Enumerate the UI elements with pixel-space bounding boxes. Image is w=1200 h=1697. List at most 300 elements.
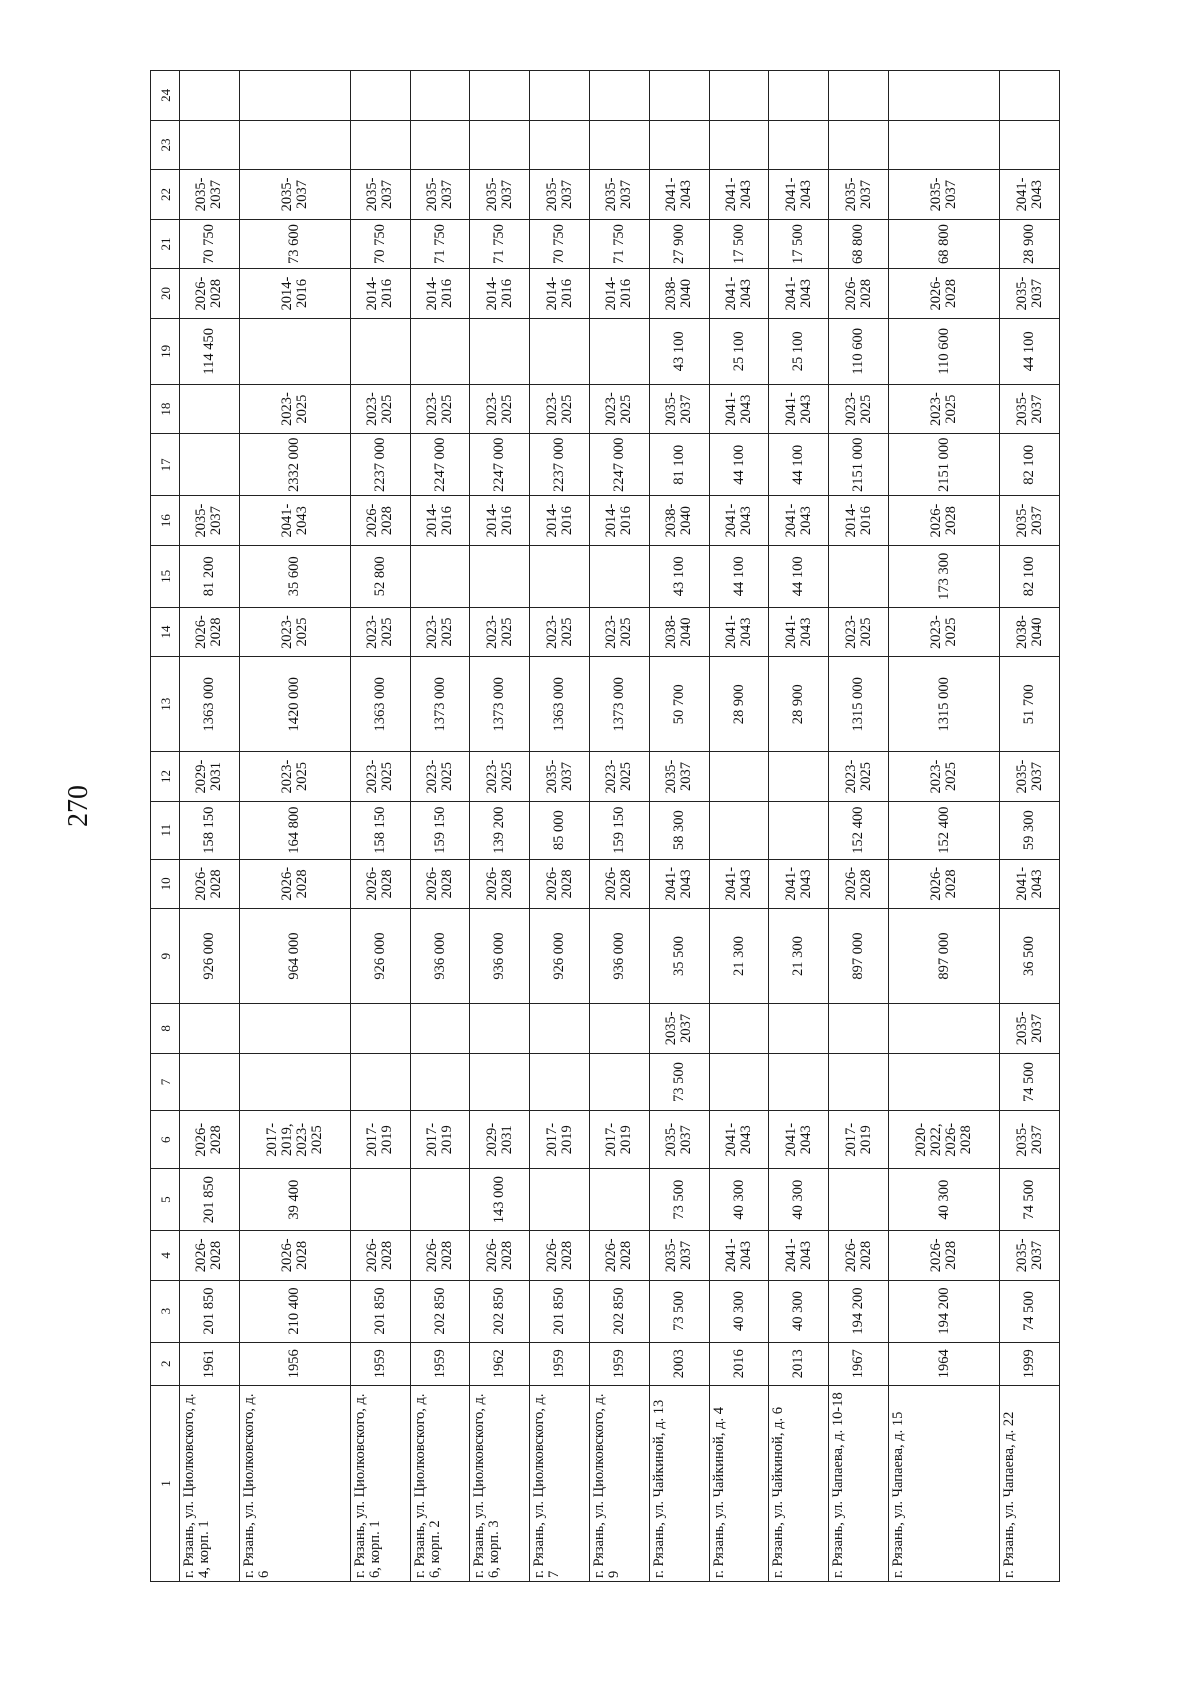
table-cell: 25 100 (709, 318, 769, 384)
table-cell: 936 000 (410, 909, 470, 1004)
table-cell (530, 318, 590, 384)
table-cell (410, 318, 470, 384)
table-cell: 2014-2016 (530, 269, 590, 319)
table-cell: 2014-2016 (239, 269, 350, 319)
table-cell: 2014-2016 (470, 496, 530, 546)
table-cell: 2023-2025 (889, 752, 1000, 802)
table-cell: 81 100 (649, 434, 709, 496)
table-cell (530, 545, 590, 607)
table-cell (470, 545, 530, 607)
table-cell: 1363 000 (180, 657, 240, 752)
table-row (769, 71, 829, 1582)
table-cell: 2014-2016 (590, 269, 650, 319)
table-cell (410, 71, 470, 121)
column-header-7: 7 (151, 1053, 180, 1111)
table-cell (590, 71, 650, 121)
table-cell: 71 750 (590, 219, 650, 269)
table-cell: 2035-2037 (530, 752, 590, 802)
table-cell (829, 1053, 889, 1111)
table-cell (180, 1004, 240, 1054)
table-cell (410, 120, 470, 170)
column-header-9: 9 (151, 909, 180, 1004)
table-cell: 2017-2019 (410, 1111, 470, 1169)
table-cell: 2026-2028 (590, 1231, 650, 1281)
table-cell: 2003 (649, 1342, 709, 1385)
table-cell (410, 1004, 470, 1054)
table-cell (590, 120, 650, 170)
table-cell (350, 1053, 410, 1111)
table-cell: 2014-2016 (530, 496, 590, 546)
table-cell: 81 200 (180, 545, 240, 607)
table-row (1000, 71, 1060, 1582)
table-cell: 2035-2037 (350, 170, 410, 220)
column-header-21: 21 (151, 219, 180, 269)
table-cell: 2023-2025 (889, 607, 1000, 657)
table-cell: 2014-2016 (410, 269, 470, 319)
table-cell: 2151 000 (829, 434, 889, 496)
column-header-11: 11 (151, 801, 180, 859)
table-cell (470, 318, 530, 384)
table-cell (769, 752, 829, 802)
table-cell: 1959 (350, 1342, 410, 1385)
table-cell (180, 120, 240, 170)
table-cell: 73 500 (649, 1169, 709, 1231)
table-row (410, 71, 470, 1582)
table-cell: 2035-2037 (1000, 269, 1060, 319)
table-cell: 897 000 (889, 909, 1000, 1004)
column-header-16: 16 (151, 496, 180, 546)
table-cell (530, 120, 590, 170)
address-cell: г. Рязань, ул. Циолковского, д. 6, корп. 1 (350, 1385, 410, 1581)
table-cell: 17 500 (769, 219, 829, 269)
table-cell: 2035-2037 (649, 1111, 709, 1169)
table-cell (709, 120, 769, 170)
table-cell (590, 318, 650, 384)
table-cell (180, 384, 240, 434)
table-cell (239, 318, 350, 384)
table-cell: 44 100 (769, 434, 829, 496)
table-row (709, 71, 769, 1582)
table-cell: 2026-2028 (829, 859, 889, 909)
table-cell: 58 300 (649, 801, 709, 859)
table-cell: 1961 (180, 1342, 240, 1385)
table-cell: 2035-2037 (649, 752, 709, 802)
table-cell: 2035-2037 (410, 170, 470, 220)
table-cell (769, 120, 829, 170)
table-cell: 44 100 (769, 545, 829, 607)
table-cell: 71 750 (470, 219, 530, 269)
table-cell: 2017-2019 (350, 1111, 410, 1169)
table-row (470, 71, 530, 1582)
table-cell: 2026-2028 (470, 1231, 530, 1281)
table-cell (180, 434, 240, 496)
table-cell (889, 120, 1000, 170)
table-cell: 2029-2031 (470, 1111, 530, 1169)
table-cell: 74 500 (1000, 1053, 1060, 1111)
table-cell: 158 150 (180, 801, 240, 859)
table-cell: 2041-2043 (709, 496, 769, 546)
table-cell: 1363 000 (350, 657, 410, 752)
table-cell: 1967 (829, 1342, 889, 1385)
address-cell: г. Рязань, ул. Циолковского, д. 4, корп. 1 (180, 1385, 240, 1581)
table-cell: 201 850 (350, 1280, 410, 1342)
table-cell (590, 1169, 650, 1231)
table-cell (889, 1053, 1000, 1111)
table-cell (590, 1053, 650, 1111)
table-cell: 139 200 (470, 801, 530, 859)
table-cell (649, 120, 709, 170)
table-cell: 2151 000 (889, 434, 1000, 496)
table-cell: 2023-2025 (889, 384, 1000, 434)
table-cell: 202 850 (470, 1280, 530, 1342)
table-cell: 2041-2043 (709, 859, 769, 909)
table-cell: 28 900 (709, 657, 769, 752)
table-cell: 110 600 (829, 318, 889, 384)
column-header-13: 13 (151, 657, 180, 752)
table-cell: 1956 (239, 1342, 350, 1385)
table-cell: 2023-2025 (530, 384, 590, 434)
table-cell: 44 100 (709, 545, 769, 607)
table-row (350, 71, 410, 1582)
table-cell: 2332 000 (239, 434, 350, 496)
column-header-17: 17 (151, 434, 180, 496)
table-cell: 1373 000 (590, 657, 650, 752)
address-cell: г. Рязань, ул. Чайкиной, д. 13 (649, 1385, 709, 1581)
table-cell: 158 150 (350, 801, 410, 859)
table-cell (829, 545, 889, 607)
column-header-14: 14 (151, 607, 180, 657)
table-cell: 28 900 (1000, 219, 1060, 269)
table-cell: 2023-2025 (470, 384, 530, 434)
column-header-19: 19 (151, 318, 180, 384)
table-cell: 40 300 (709, 1169, 769, 1231)
table-cell: 2017-2019 (829, 1111, 889, 1169)
table-cell: 2023-2025 (590, 607, 650, 657)
table-cell: 43 100 (649, 318, 709, 384)
column-header-10: 10 (151, 859, 180, 909)
address-cell: г. Рязань, ул. Циолковского, д. 9 (590, 1385, 650, 1581)
table-cell: 2023-2025 (530, 607, 590, 657)
table-cell (239, 1053, 350, 1111)
table-cell: 2023-2025 (470, 752, 530, 802)
column-header-8: 8 (151, 1004, 180, 1054)
table-cell: 2023-2025 (350, 384, 410, 434)
table-cell: 2023-2025 (239, 607, 350, 657)
table-cell (709, 1004, 769, 1054)
table-cell: 2026-2028 (180, 269, 240, 319)
table-row (530, 71, 590, 1582)
table-cell: 2041-2043 (769, 607, 829, 657)
table-cell: 2023-2025 (410, 384, 470, 434)
table-cell: 2026-2028 (889, 496, 1000, 546)
table-row (590, 71, 650, 1582)
table-cell: 51 700 (1000, 657, 1060, 752)
table-cell: 2041-2043 (769, 859, 829, 909)
table-frame (150, 70, 1060, 1582)
table-cell: 2035-2037 (180, 496, 240, 546)
table-cell: 82 100 (1000, 545, 1060, 607)
table-cell: 70 750 (530, 219, 590, 269)
table-cell (239, 1004, 350, 1054)
table-cell: 2041-2043 (769, 1231, 829, 1281)
table-cell: 173 300 (889, 545, 1000, 607)
table-cell: 2014-2016 (410, 496, 470, 546)
table-cell (590, 545, 650, 607)
table-cell: 152 400 (829, 801, 889, 859)
table-cell: 2026-2028 (350, 859, 410, 909)
column-header-12: 12 (151, 752, 180, 802)
repair-schedule-table (150, 70, 1060, 1582)
table-cell: 2247 000 (470, 434, 530, 496)
table-cell (829, 120, 889, 170)
table-cell: 2023-2025 (829, 384, 889, 434)
table-cell: 2023-2025 (239, 384, 350, 434)
table-cell: 1363 000 (530, 657, 590, 752)
table-cell (470, 1004, 530, 1054)
table-cell: 202 850 (590, 1280, 650, 1342)
table-cell: 2017-2019 (530, 1111, 590, 1169)
table-cell (180, 71, 240, 121)
table-cell: 73 600 (239, 219, 350, 269)
table-cell: 2041-2043 (709, 607, 769, 657)
table-cell: 2016 (709, 1342, 769, 1385)
table-cell (769, 1053, 829, 1111)
table-cell: 2038-2040 (1000, 607, 1060, 657)
column-header-22: 22 (151, 170, 180, 220)
table-cell: 2023-2025 (829, 752, 889, 802)
table-cell (350, 71, 410, 121)
address-cell: г. Рязань, ул. Циолковского, д. 6, корп. 3 (470, 1385, 530, 1581)
address-cell: г. Рязань, ул. Чайкиной, д. 6 (769, 1385, 829, 1581)
table-cell (709, 801, 769, 859)
table-cell: 40 300 (769, 1169, 829, 1231)
table-cell: 143 000 (470, 1169, 530, 1231)
table-cell: 2026-2028 (350, 496, 410, 546)
page-number: 270 (63, 785, 94, 827)
table-cell: 210 400 (239, 1280, 350, 1342)
table-cell: 926 000 (530, 909, 590, 1004)
table-cell: 2026-2028 (410, 859, 470, 909)
table-cell: 25 100 (769, 318, 829, 384)
table-cell: 2026-2028 (829, 269, 889, 319)
table-cell: 2038-2040 (649, 607, 709, 657)
table-cell: 2023-2025 (829, 607, 889, 657)
table-cell: 164 800 (239, 801, 350, 859)
table-cell: 40 300 (889, 1169, 1000, 1231)
table-cell: 2041-2043 (769, 496, 829, 546)
table-cell: 2035-2037 (649, 384, 709, 434)
column-header-15: 15 (151, 545, 180, 607)
column-header-20: 20 (151, 269, 180, 319)
column-header-5: 5 (151, 1169, 180, 1231)
table-cell: 964 000 (239, 909, 350, 1004)
table-cell (410, 1053, 470, 1111)
table-cell (769, 71, 829, 121)
table-cell: 936 000 (470, 909, 530, 1004)
table-row (239, 71, 350, 1582)
column-header-18: 18 (151, 384, 180, 434)
column-header-24: 24 (151, 71, 180, 121)
table-cell (649, 71, 709, 121)
table-cell: 2247 000 (410, 434, 470, 496)
table-cell: 2035-2037 (1000, 496, 1060, 546)
table-cell: 27 900 (649, 219, 709, 269)
table-cell: 2026-2028 (180, 859, 240, 909)
table-cell: 1373 000 (410, 657, 470, 752)
table-cell: 1959 (590, 1342, 650, 1385)
table-cell: 2023-2025 (410, 607, 470, 657)
table-cell: 2035-2037 (590, 170, 650, 220)
table-cell: 2035-2037 (1000, 384, 1060, 434)
table-cell: 74 500 (1000, 1280, 1060, 1342)
table-cell: 2026-2028 (889, 859, 1000, 909)
table-rotated-container (150, 70, 1060, 1582)
table-cell: 2041-2043 (769, 269, 829, 319)
table-cell (410, 545, 470, 607)
table-cell: 2023-2025 (590, 752, 650, 802)
table-cell: 71 750 (410, 219, 470, 269)
table-cell: 2041-2043 (649, 170, 709, 220)
table-cell: 36 500 (1000, 909, 1060, 1004)
table-cell: 2026-2028 (889, 269, 1000, 319)
table-cell: 2237 000 (350, 434, 410, 496)
table-cell: 2035-2037 (649, 1004, 709, 1054)
table-cell: 2014-2016 (350, 269, 410, 319)
table-cell (829, 71, 889, 121)
table-cell (889, 1004, 1000, 1054)
table-cell: 2035-2037 (180, 170, 240, 220)
table-cell: 2014-2016 (590, 496, 650, 546)
table-cell: 2038-2040 (649, 496, 709, 546)
table-cell: 2014-2016 (470, 269, 530, 319)
table-cell: 2041-2043 (709, 170, 769, 220)
column-header-6: 6 (151, 1111, 180, 1169)
table-cell: 2026-2028 (180, 1231, 240, 1281)
table-cell: 43 100 (649, 545, 709, 607)
table-cell: 35 500 (649, 909, 709, 1004)
table-cell (410, 1169, 470, 1231)
table-cell: 2035-2037 (1000, 1004, 1060, 1054)
table-cell: 2041-2043 (1000, 859, 1060, 909)
table-cell: 2035-2037 (239, 170, 350, 220)
table-cell: 2026-2028 (889, 1231, 1000, 1281)
table-cell (769, 1004, 829, 1054)
address-cell: г. Рязань, ул. Циолковского, д. 6 (239, 1385, 350, 1581)
table-cell: 44 100 (709, 434, 769, 496)
table-cell: 926 000 (180, 909, 240, 1004)
table-cell: 2035-2037 (470, 170, 530, 220)
table-cell (1000, 71, 1060, 121)
table-cell: 21 300 (769, 909, 829, 1004)
table-cell: 2023-2025 (410, 752, 470, 802)
table-cell (1000, 120, 1060, 170)
table-cell (709, 71, 769, 121)
address-cell: г. Рязань, ул. Циолковского, д. 7 (530, 1385, 590, 1581)
table-cell: 2029-2031 (180, 752, 240, 802)
table-cell (530, 1169, 590, 1231)
table-cell: 2041-2043 (769, 170, 829, 220)
table-cell: 85 000 (530, 801, 590, 859)
table-cell: 2041-2043 (1000, 170, 1060, 220)
table-cell: 2038-2040 (649, 269, 709, 319)
table-cell: 2041-2043 (769, 1111, 829, 1169)
table-cell: 201 850 (180, 1280, 240, 1342)
table-cell (470, 120, 530, 170)
table-cell: 70 750 (180, 219, 240, 269)
table-cell: 2026-2028 (239, 1231, 350, 1281)
table-cell (889, 71, 1000, 121)
address-cell: г. Рязань, ул. Чапаева, д. 10-18 (829, 1385, 889, 1581)
table-cell: 2035-2037 (1000, 1111, 1060, 1169)
table-cell: 1999 (1000, 1342, 1060, 1385)
table-cell: 28 900 (769, 657, 829, 752)
table-cell: 50 700 (649, 657, 709, 752)
table-cell: 2026-2028 (410, 1231, 470, 1281)
table-cell: 2237 000 (530, 434, 590, 496)
column-header-1: 1 (151, 1385, 180, 1581)
table-body (180, 71, 1060, 1582)
table-cell (350, 318, 410, 384)
address-cell: г. Рязань, ул. Чапаева, д. 22 (1000, 1385, 1060, 1581)
table-cell (180, 1053, 240, 1111)
table-cell: 2026-2028 (530, 859, 590, 909)
table-cell: 194 200 (829, 1280, 889, 1342)
table-cell: 2023-2025 (590, 384, 650, 434)
table-cell: 1959 (410, 1342, 470, 1385)
table-cell: 1373 000 (470, 657, 530, 752)
table-cell: 68 800 (889, 219, 1000, 269)
table-cell (350, 120, 410, 170)
table-cell: 2041-2043 (769, 384, 829, 434)
table-cell: 74 500 (1000, 1169, 1060, 1231)
table-cell: 2247 000 (590, 434, 650, 496)
table-cell (470, 71, 530, 121)
table-cell: 159 150 (410, 801, 470, 859)
table-cell: 2035-2037 (1000, 752, 1060, 802)
table-cell: 2020-2022, 2026-2028 (889, 1111, 1000, 1169)
table-cell: 202 850 (410, 1280, 470, 1342)
table-cell: 2041-2043 (709, 1231, 769, 1281)
table-cell: 2035-2037 (530, 170, 590, 220)
table-cell: 2023-2025 (239, 752, 350, 802)
table-row (829, 71, 889, 1582)
table-cell (239, 120, 350, 170)
table-cell: 110 600 (889, 318, 1000, 384)
table-cell (239, 71, 350, 121)
table-cell: 2026-2028 (350, 1231, 410, 1281)
table-cell: 1315 000 (829, 657, 889, 752)
table-cell: 44 100 (1000, 318, 1060, 384)
table-cell: 2017-2019, 2023-2025 (239, 1111, 350, 1169)
header-row (151, 71, 180, 1582)
table-cell (590, 1004, 650, 1054)
table-cell: 70 750 (350, 219, 410, 269)
column-header-3: 3 (151, 1280, 180, 1342)
table-cell: 2017-2019 (590, 1111, 650, 1169)
table-cell: 159 150 (590, 801, 650, 859)
table-cell (350, 1169, 410, 1231)
table-cell: 82 100 (1000, 434, 1060, 496)
table-cell: 21 300 (709, 909, 769, 1004)
table-cell: 1962 (470, 1342, 530, 1385)
table-cell (530, 1053, 590, 1111)
column-header-23: 23 (151, 120, 180, 170)
table-cell: 201 850 (180, 1169, 240, 1231)
table-cell (829, 1169, 889, 1231)
table-cell: 40 300 (709, 1280, 769, 1342)
table-cell (829, 1004, 889, 1054)
table-cell: 39 400 (239, 1169, 350, 1231)
